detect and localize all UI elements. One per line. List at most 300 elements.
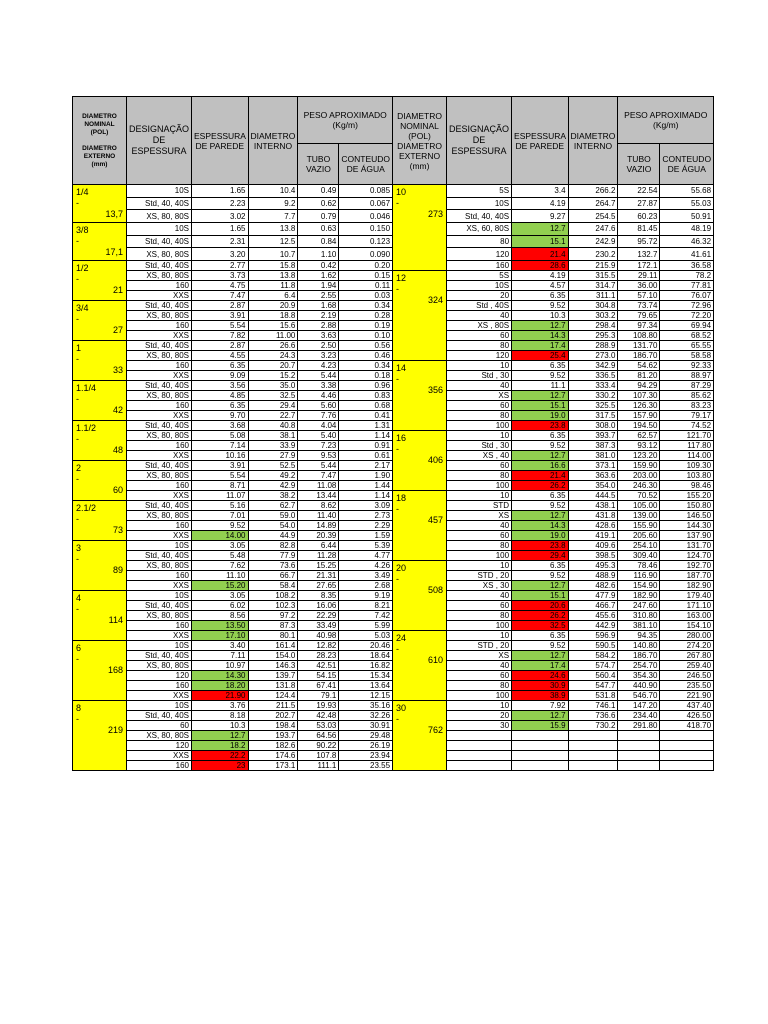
diametro-interno-cell: 254.5 (568, 210, 618, 223)
nominal-size-cell (393, 431, 447, 491)
designacao-cell: 80 (447, 411, 512, 421)
designacao-cell: XXS (127, 491, 192, 501)
diametro-interno-cell: 62.7 (248, 501, 298, 511)
espessura-cell: 3.56 (192, 381, 249, 391)
diametro-interno-cell: 211.5 (248, 701, 298, 711)
conteudo-cell: 1.31 (339, 421, 393, 431)
tubo-vazio-cell: 0.84 (298, 235, 339, 248)
espessura-cell: 12.7 (192, 731, 249, 741)
designacao-cell: 10 (447, 431, 512, 441)
designacao-cell: XS, 80, 80S (127, 311, 192, 321)
external-diameter-value: 114 (108, 615, 123, 625)
conteudo-cell: 0.46 (339, 351, 393, 361)
diametro-interno-cell: 33.9 (248, 441, 298, 451)
conteudo-cell: 3.49 (339, 571, 393, 581)
designacao-cell: 40 (447, 381, 512, 391)
nominal-dash: - (76, 434, 79, 444)
external-diameter-value: 21 (112, 285, 123, 295)
conteudo-cell: 124.70 (660, 551, 714, 561)
espessura-cell: 26.2 (512, 611, 569, 621)
conteudo-cell: 221.90 (660, 691, 714, 701)
conteudo-cell (660, 731, 714, 741)
conteudo-cell: 0.34 (339, 301, 393, 311)
espessura-cell: 6.35 (512, 491, 569, 501)
diametro-interno-cell: 73.6 (248, 561, 298, 571)
conteudo-cell: 29.48 (339, 731, 393, 741)
table-row (73, 631, 714, 641)
conteudo-cell: 0.03 (339, 291, 393, 301)
diametro-interno-cell: 66.7 (248, 571, 298, 581)
pipe-schedule-table (72, 96, 714, 771)
tubo-vazio-cell: 111.1 (298, 761, 339, 771)
espessura-cell: 4.57 (512, 281, 569, 291)
espessura-cell: 11.1 (512, 381, 569, 391)
espessura-cell: 6.35 (192, 401, 249, 411)
diametro-interno-cell: 215.9 (568, 261, 618, 271)
designacao-cell: 10S (447, 197, 512, 210)
conteudo-cell: 0.123 (339, 235, 393, 248)
external-diameter-value: 356 (428, 385, 444, 395)
tubo-vazio-cell: 4.04 (298, 421, 339, 431)
designacao-cell: 160 (127, 761, 192, 771)
espessura-cell: 8.18 (192, 711, 249, 721)
designacao-cell: 40 (447, 311, 512, 321)
tubo-vazio-cell: 70.52 (618, 491, 660, 501)
diametro-interno-cell: 266.2 (568, 185, 618, 198)
espessura-cell: 28.6 (512, 261, 569, 271)
table-row (73, 185, 714, 198)
tubo-vazio-cell: 21.31 (298, 571, 339, 581)
conteudo-cell: 87.29 (660, 381, 714, 391)
designacao-cell: 120 (127, 671, 192, 681)
tubo-vazio-cell: 11.28 (298, 551, 339, 561)
designacao-cell: XS, 80, 80S (127, 561, 192, 571)
conteudo-cell: 2.29 (339, 521, 393, 531)
tubo-vazio-cell: 64.56 (298, 731, 339, 741)
conteudo-cell: 23.94 (339, 751, 393, 761)
designacao-cell: Std, 40, 40S (127, 381, 192, 391)
conteudo-cell: 150.80 (660, 501, 714, 511)
diametro-interno-cell: 736.6 (568, 711, 618, 721)
external-diameter-value: 73 (112, 525, 123, 535)
nominal-size-cell (393, 701, 447, 771)
espessura-cell: 8.71 (192, 481, 249, 491)
conteudo-cell: 35.16 (339, 701, 393, 711)
espessura-cell: 10.16 (192, 451, 249, 461)
diametro-interno-cell: 7.7 (248, 210, 298, 223)
nominal-size-cell (73, 261, 127, 301)
tubo-vazio-cell: 159.90 (618, 461, 660, 471)
conteudo-cell: 0.150 (339, 223, 393, 236)
diametro-interno-cell: 174.6 (248, 751, 298, 761)
designacao-cell: XS , 30 (447, 581, 512, 591)
tubo-vazio-cell: 132.7 (618, 248, 660, 261)
conteudo-cell: 0.68 (339, 401, 393, 411)
diametro-interno-cell: 12.5 (248, 235, 298, 248)
diametro-interno-cell: 398.5 (568, 551, 618, 561)
tubo-vazio-cell: 186.70 (618, 351, 660, 361)
conteudo-cell: 137.90 (660, 531, 714, 541)
designacao-cell: 100 (447, 551, 512, 561)
designacao-cell: 120 (447, 248, 512, 261)
diametro-interno-cell: 35.0 (248, 381, 298, 391)
diametro-interno-cell: 15.6 (248, 321, 298, 331)
conteudo-cell: 0.090 (339, 248, 393, 261)
external-diameter-value: 33 (112, 365, 123, 375)
table-row (73, 491, 714, 501)
tubo-vazio-cell: 27.87 (618, 197, 660, 210)
tubo-vazio-cell: 94.29 (618, 381, 660, 391)
designacao-cell: 10 (447, 631, 512, 641)
diametro-interno-cell (568, 751, 618, 761)
diametro-interno-cell: 182.6 (248, 741, 298, 751)
diametro-interno-cell: 108.2 (248, 591, 298, 601)
nominal-size-label: 6 (76, 643, 82, 653)
designacao-cell: XS, 80, 80S (127, 210, 192, 223)
designacao-cell: 60 (447, 601, 512, 611)
diametro-interno-cell: 38.2 (248, 491, 298, 501)
espessura-cell: 3.91 (192, 461, 249, 471)
conteudo-cell: 0.11 (339, 281, 393, 291)
tubo-vazio-cell: 22.29 (298, 611, 339, 621)
nominal-size-label: 20 (396, 563, 407, 573)
diametro-interno-cell: 38.1 (248, 431, 298, 441)
designacao-cell: 160 (127, 281, 192, 291)
designacao-cell: 100 (447, 691, 512, 701)
diametro-interno-cell: 124.4 (248, 691, 298, 701)
table-row (73, 561, 714, 571)
nominal-dash: - (76, 236, 79, 246)
tubo-vazio-cell (618, 741, 660, 751)
espessura-right-header: ESPESSURA DE PAREDE (512, 97, 569, 185)
espessura-cell: 26.2 (512, 481, 569, 491)
tubo-vazio-cell: 90.22 (298, 741, 339, 751)
espessura-cell: 3.20 (192, 248, 249, 261)
diametro-interno-cell: 560.4 (568, 671, 618, 681)
diametro-interno-cell: 49.2 (248, 471, 298, 481)
conteudo-cell: 117.80 (660, 441, 714, 451)
tubo-vazio-cell: 440.90 (618, 681, 660, 691)
tubo-vazio-cell: 57.10 (618, 291, 660, 301)
header-row-1 (73, 97, 714, 144)
designacao-cell: XS, 80, 80S (127, 431, 192, 441)
designacao-cell: 40 (447, 521, 512, 531)
conteudo-cell: 92.33 (660, 361, 714, 371)
conteudo-cell: 267.80 (660, 651, 714, 661)
conteudo-cell: 26.19 (339, 741, 393, 751)
tubo-vazio-cell: 105.00 (618, 501, 660, 511)
designacao-cell: 120 (127, 741, 192, 751)
diametro-interno-cell: 173.1 (248, 761, 298, 771)
external-diameter-value: 168 (107, 665, 123, 675)
diametro-interno-cell: 333.4 (568, 381, 618, 391)
espessura-cell: 5.48 (192, 551, 249, 561)
tubo-vazio-cell: 28.23 (298, 651, 339, 661)
conteudo-cell: 0.046 (339, 210, 393, 223)
conteudo-cell: 5.39 (339, 541, 393, 551)
diametro-interno-cell: 495.3 (568, 561, 618, 571)
tubo-vazio-cell: 79.1 (298, 691, 339, 701)
designacao-cell: 10 (447, 701, 512, 711)
designacao-cell: 160 (127, 481, 192, 491)
designacao-cell: XXS (127, 371, 192, 381)
nominal-size-cell (73, 501, 127, 541)
designacao-cell: XS, 80, 80S (127, 471, 192, 481)
espessura-cell: 2.31 (192, 235, 249, 248)
conteudo-cell: 1.90 (339, 471, 393, 481)
espessura-cell: 19.0 (512, 411, 569, 421)
external-diameter-value: 89 (112, 565, 123, 575)
espessura-cell: 20.6 (512, 601, 569, 611)
tubo-vazio-cell: 93.12 (618, 441, 660, 451)
espessura-cell: 17.4 (512, 661, 569, 671)
conteudo-cell: 121.70 (660, 431, 714, 441)
nominal-right-header: DIAMETRO NOMINAL (POL) DIAMETRO EXTERNO (mm) (393, 97, 447, 185)
conteudo-cell: 23.55 (339, 761, 393, 771)
nominal-dash: - (396, 198, 400, 208)
diametro-interno-cell: 20.9 (248, 301, 298, 311)
designacao-cell: 160 (127, 621, 192, 631)
diametro-interno-cell: 303.2 (568, 311, 618, 321)
espessura-cell: 14.3 (512, 331, 569, 341)
espessura-cell: 6.35 (192, 361, 249, 371)
conteudo-cell: 235.50 (660, 681, 714, 691)
espessura-cell: 9.52 (512, 441, 569, 451)
conteudo-cell: 98.46 (660, 481, 714, 491)
nominal-size-label: 3/8 (76, 225, 89, 235)
diametro-interno-cell: 146.3 (248, 661, 298, 671)
designacao-cell: 160 (127, 401, 192, 411)
designacao-cell: 80 (447, 681, 512, 691)
tubo-vazio-cell: 123.20 (618, 451, 660, 461)
tubo-vazio-cell: 291.80 (618, 721, 660, 731)
conteudo-cell: 20.46 (339, 641, 393, 651)
espessura-cell: 9.70 (192, 411, 249, 421)
espessura-cell: 6.35 (512, 631, 569, 641)
conteudo-cell: 155.20 (660, 491, 714, 501)
espessura-cell: 15.9 (512, 721, 569, 731)
diametro-interno-cell: 317.5 (568, 411, 618, 421)
designacao-cell: Std, 40, 40S (127, 341, 192, 351)
tubo-vazio-cell: 97.34 (618, 321, 660, 331)
nominal-size-cell (73, 381, 127, 421)
external-diameter-value: 219 (107, 725, 123, 735)
espessura-cell: 12.7 (512, 711, 569, 721)
conteudo-cell: 76.07 (660, 291, 714, 301)
conteudo-cell: 58.58 (660, 351, 714, 361)
designacao-cell: 160 (127, 571, 192, 581)
espessura-cell: 5.16 (192, 501, 249, 511)
diametro-interno-cell: 438.1 (568, 501, 618, 511)
tubo-vazio-cell: 54.15 (298, 671, 339, 681)
designacao-cell: Std, 40, 40S (127, 601, 192, 611)
designacao-cell: 10S (127, 223, 192, 236)
espessura-cell: 7.82 (192, 331, 249, 341)
designacao-cell: XXS (127, 631, 192, 641)
espessura-cell: 23.8 (512, 421, 569, 431)
espessura-cell: 2.87 (192, 301, 249, 311)
diametro-interno-cell: 466.7 (568, 601, 618, 611)
espessura-cell: 12.7 (512, 391, 569, 401)
tubo-vazio-cell: 36.00 (618, 281, 660, 291)
designacao-cell: Std, 40, 40S (127, 421, 192, 431)
espessura-cell: 3.40 (192, 641, 249, 651)
tubo-vazio-cell: 0.49 (298, 185, 339, 198)
table-row (73, 701, 714, 711)
conteudo-cell: 5.03 (339, 631, 393, 641)
external-diameter-value: 60 (112, 485, 123, 495)
espessura-cell: 3.73 (192, 271, 249, 281)
tubo-vazio-header: TUBO VAZIO (298, 144, 339, 185)
designacao-cell: 160 (127, 521, 192, 531)
conteudo-cell: 0.085 (339, 185, 393, 198)
designacao-cell: XXS (127, 691, 192, 701)
espessura-cell: 5.54 (192, 321, 249, 331)
nominal-dash: - (76, 274, 79, 284)
diametro-interno-cell: 202.7 (248, 711, 298, 721)
designacao-cell: 80 (447, 235, 512, 248)
designacao-cell: Std, 40, 40S (127, 235, 192, 248)
designacao-cell: XS, 80, 80S (127, 248, 192, 261)
conteudo-cell: 72.96 (660, 301, 714, 311)
espessura-cell: 9.09 (192, 371, 249, 381)
conteudo-cell: 32.26 (339, 711, 393, 721)
espessura-cell: 22.2 (192, 751, 249, 761)
diametro-interno-cell: 27.9 (248, 451, 298, 461)
espessura-cell: 10.3 (192, 721, 249, 731)
tubo-vazio-cell: 234.40 (618, 711, 660, 721)
conteudo-cell: 69.94 (660, 321, 714, 331)
nominal-size-cell (393, 271, 447, 361)
peso-header: PESO APROXIMADO (Kg/m) (298, 97, 393, 144)
tubo-vazio-cell: 5.44 (298, 371, 339, 381)
diametro-interno-cell: 477.9 (568, 591, 618, 601)
espessura-cell: 11.07 (192, 491, 249, 501)
conteudo-cell: 55.03 (660, 197, 714, 210)
nominal-size-label: 24 (396, 633, 407, 643)
diametro-interno-cell: 10.7 (248, 248, 298, 261)
diametro-interno-cell (568, 731, 618, 741)
espessura-cell: 12.7 (512, 321, 569, 331)
pipe-table-sheet (72, 96, 714, 771)
diametro-interno-cell: 419.1 (568, 531, 618, 541)
espessura-cell: 4.19 (512, 271, 569, 281)
nominal-size-cell (73, 461, 127, 501)
designacao-cell: Std, 40, 40S (127, 301, 192, 311)
tubo-vazio-cell: 546.70 (618, 691, 660, 701)
diametro-interno-cell: 590.5 (568, 641, 618, 651)
designacao-cell: XS, 80, 80S (127, 511, 192, 521)
espessura-cell: 9.52 (512, 301, 569, 311)
conteudo-cell: 77.81 (660, 281, 714, 291)
external-diameter-value: 610 (428, 655, 444, 665)
diametro-interno-cell: 531.8 (568, 691, 618, 701)
conteudo-cell: 131.70 (660, 541, 714, 551)
conteudo-cell: 4.26 (339, 561, 393, 571)
espessura-cell: 6.35 (512, 561, 569, 571)
diametro-interno-cell: 131.8 (248, 681, 298, 691)
espessura-cell: 4.75 (192, 281, 249, 291)
nominal-size-cell (393, 631, 447, 701)
tubo-vazio-cell: 381.10 (618, 621, 660, 631)
designacao-cell: 60 (447, 401, 512, 411)
diametro-interno-cell: 97.2 (248, 611, 298, 621)
conteudo-cell: 18.64 (339, 651, 393, 661)
espessura-cell: 8.56 (192, 611, 249, 621)
designacao-cell: XS, 80, 80S (127, 661, 192, 671)
conteudo-cell: 88.97 (660, 371, 714, 381)
diametro-interno-cell: 442.9 (568, 621, 618, 631)
nominal-dash: - (396, 644, 400, 654)
tubo-vazio-cell: 11.08 (298, 481, 339, 491)
tubo-vazio-cell: 1.94 (298, 281, 339, 291)
tubo-vazio-cell: 7.47 (298, 471, 339, 481)
diametro-interno-cell: 11.8 (248, 281, 298, 291)
conteudo-cell: 72.20 (660, 311, 714, 321)
conteudo-cell: 1.14 (339, 431, 393, 441)
nominal-dash: - (396, 444, 400, 454)
tubo-vazio-cell: 6.44 (298, 541, 339, 551)
designacao-header: DESIGNAÇÃO DE ESPESSURA (127, 97, 192, 185)
nominal-dash: - (76, 474, 79, 484)
conteudo-cell: 246.50 (660, 671, 714, 681)
tubo-vazio-cell: 194.50 (618, 421, 660, 431)
designacao-cell: 100 (447, 481, 512, 491)
tubo-vazio-cell: 73.74 (618, 301, 660, 311)
designacao-cell: XS, 80, 80S (127, 731, 192, 741)
tubo-vazio-cell: 2.55 (298, 291, 339, 301)
diametro-interno-cell: 15.2 (248, 371, 298, 381)
conteudo-cell: 146.50 (660, 511, 714, 521)
diametro-interno-cell: 488.9 (568, 571, 618, 581)
conteudo-cell: 7.42 (339, 611, 393, 621)
nominal-size-cell (393, 361, 447, 431)
tubo-vazio-cell: 8.62 (298, 501, 339, 511)
diametro-interno-cell: 596.9 (568, 631, 618, 641)
designacao-cell: XS, 60, 80S (447, 223, 512, 236)
espessura-cell: 10.3 (512, 311, 569, 321)
designacao-cell: 10S (127, 541, 192, 551)
designacao-cell: 160 (127, 681, 192, 691)
tubo-vazio-cell: 5.44 (298, 461, 339, 471)
tubo-vazio-cell: 11.40 (298, 511, 339, 521)
diametro-interno-cell: 6.4 (248, 291, 298, 301)
diametro-interno-cell: 82.8 (248, 541, 298, 551)
espessura-cell: 11.10 (192, 571, 249, 581)
tubo-vazio-cell: 42.51 (298, 661, 339, 671)
tubo-vazio-cell: 7.76 (298, 411, 339, 421)
espessura-cell: 7.92 (512, 701, 569, 711)
conteudo-cell: 0.067 (339, 197, 393, 210)
espessura-cell: 14.30 (192, 671, 249, 681)
tubo-vazio-cell: 40.98 (298, 631, 339, 641)
nominal-size-cell (393, 185, 447, 271)
conteudo-cell: 109.30 (660, 461, 714, 471)
tubo-vazio-cell: 140.80 (618, 641, 660, 651)
tubo-vazio-cell: 81.45 (618, 223, 660, 236)
tubo-vazio-cell: 310.80 (618, 611, 660, 621)
tubo-vazio-cell: 3.23 (298, 351, 339, 361)
external-diameter-value: 27 (112, 325, 123, 335)
designacao-cell (447, 761, 512, 771)
conteudo-cell: 437.40 (660, 701, 714, 711)
designacao-cell: 30 (447, 721, 512, 731)
tubo-vazio-cell: 247.60 (618, 601, 660, 611)
designacao-cell: 5S (447, 185, 512, 198)
designacao-cell: 60 (127, 721, 192, 731)
designacao-cell: XS (447, 511, 512, 521)
tubo-vazio-cell: 42.48 (298, 711, 339, 721)
